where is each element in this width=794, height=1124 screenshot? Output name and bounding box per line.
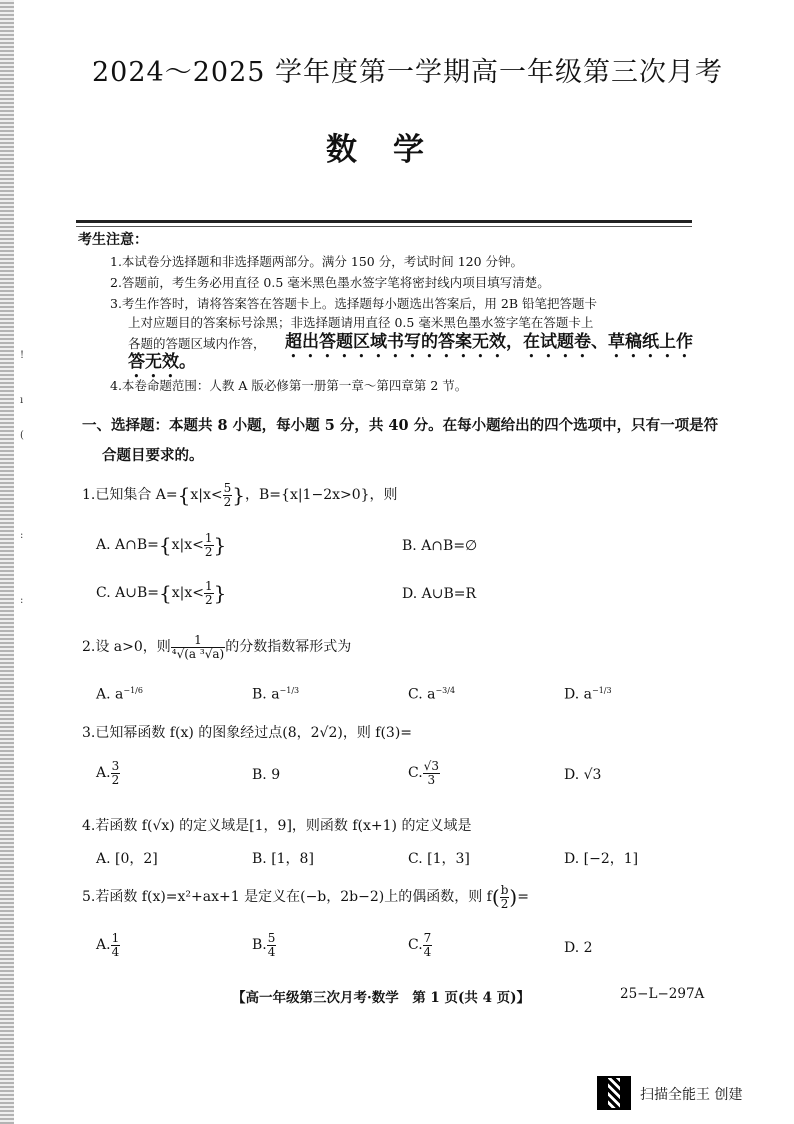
qr-code-icon bbox=[597, 1076, 631, 1110]
margin-mark: : bbox=[20, 530, 24, 541]
scanner-watermark: 扫描全能王 创建 bbox=[640, 1087, 743, 1103]
option-b: B. $\frac{5}{4}$ bbox=[252, 931, 276, 959]
notice-item: 3.考生作答时，请将答案答在答题卡上。选择题每小题选出答案后，用 2B 铅笔把答题卡 bbox=[110, 296, 598, 311]
margin-mark: ! bbox=[20, 350, 25, 361]
notice-item: 各题的答题区域内作答， bbox=[128, 336, 266, 351]
notice-item: 4.本卷命题范围：人教 A 版必修第一册第一章～第四章第 2 节。 bbox=[110, 378, 468, 393]
option-c: C. [1，3] bbox=[408, 851, 470, 867]
option-a: A. $\frac{1}{4}$ bbox=[96, 931, 120, 959]
option-c: C. A∪B={x|x< $\frac{1}{2}$ } bbox=[96, 579, 227, 607]
option-d: D. $a^{-1/3}$ bbox=[564, 686, 612, 703]
page-footer: 【高一年级第三次月考·数学 第 1 页(共 4 页)】 bbox=[232, 990, 531, 1006]
binding-edge bbox=[0, 0, 14, 1124]
notice-item: 2.答题前，考生务必用直径 0.5 毫米黑色墨水签字笔将密封线内项目填写清楚。 bbox=[110, 275, 550, 290]
question-4-stem: 4.若函数 f(√x) 的定义域是[1，9]，则函数 f(x+1) 的定义域是 bbox=[82, 818, 472, 834]
exam-code: 25−L−297A bbox=[620, 986, 705, 1002]
section-heading: 合题目要求的。 bbox=[102, 447, 204, 464]
notice-emphasis: 超出答题区域书写的答案无效，在试题卷、草稿纸上作 bbox=[285, 332, 693, 352]
question-5-stem: 5.若函数 f(x)=x²+ax+1 是定义在(−b，2b−2)上的偶函数，则 f( $\frac{b}{2}$ )= bbox=[82, 883, 529, 911]
divider bbox=[76, 226, 692, 227]
option-d: D. A∪B=R bbox=[402, 586, 477, 602]
subject-title: 数学 bbox=[326, 132, 460, 168]
question-2-stem: 2.设 a>0，则 $\frac{1}{\text{⁴√(a ³√a)}}$ 的分数指数幂形式为 bbox=[82, 633, 352, 661]
option-a: A. $a^{-1/6}$ bbox=[96, 686, 143, 703]
section-heading: 一、选择题：本题共 8 小题，每小题 5 分，共 40 分。在每小题给出的四个选项中，只有一项是符 bbox=[82, 417, 719, 434]
divider bbox=[76, 220, 692, 223]
notice-heading: 考生注意： bbox=[78, 232, 148, 248]
option-b: B. A∩B=∅ bbox=[402, 538, 478, 554]
fraction: $\frac{5}{2}$ bbox=[223, 481, 232, 509]
option-d: D. [−2，1] bbox=[564, 851, 639, 867]
option-a: A. $\frac{3}{2}$ bbox=[96, 759, 120, 787]
option-d: D. √3 bbox=[564, 767, 602, 783]
option-a: A. [0，2] bbox=[96, 851, 158, 867]
notice-item: 上对应题目的答案标号涂黑；非选择题请用直径 0.5 毫米黑色墨水签字笔在答题卡上 bbox=[128, 315, 594, 330]
option-b: B. 9 bbox=[252, 767, 281, 783]
option-a: A. A∩B={x|x< $\frac{1}{2}$ } bbox=[96, 531, 227, 559]
exam-title: 2024～2025 学年度第一学期高一年级第三次月考 bbox=[92, 57, 724, 88]
margin-mark: ı bbox=[20, 395, 24, 406]
margin-mark: : bbox=[20, 595, 24, 606]
option-b: B. $a^{-1/3}$ bbox=[252, 686, 300, 703]
question-1-stem: 1.已知集合 A={x|x< $\frac{5}{2}$ }，B={x|1−2x>0}，则 bbox=[82, 481, 398, 509]
notice-emphasis: 答无效。 bbox=[128, 352, 196, 372]
question-3-stem: 3.已知幂函数 f(x) 的图象经过点(8，2√2)，则 f(3)= bbox=[82, 725, 413, 741]
notice-item: 1.本试卷分选择题和非选择题两部分。满分 150 分，考试时间 120 分钟。 bbox=[110, 254, 524, 269]
option-c: C. $\frac{7}{4}$ bbox=[408, 931, 432, 959]
option-d: D. 2 bbox=[564, 940, 593, 956]
margin-mark: ( bbox=[20, 430, 24, 441]
option-c: C. $\frac{√3}{3}$ bbox=[408, 759, 439, 787]
option-b: B. [1，8] bbox=[252, 851, 314, 867]
option-c: C. $a^{-3/4}$ bbox=[408, 686, 456, 703]
